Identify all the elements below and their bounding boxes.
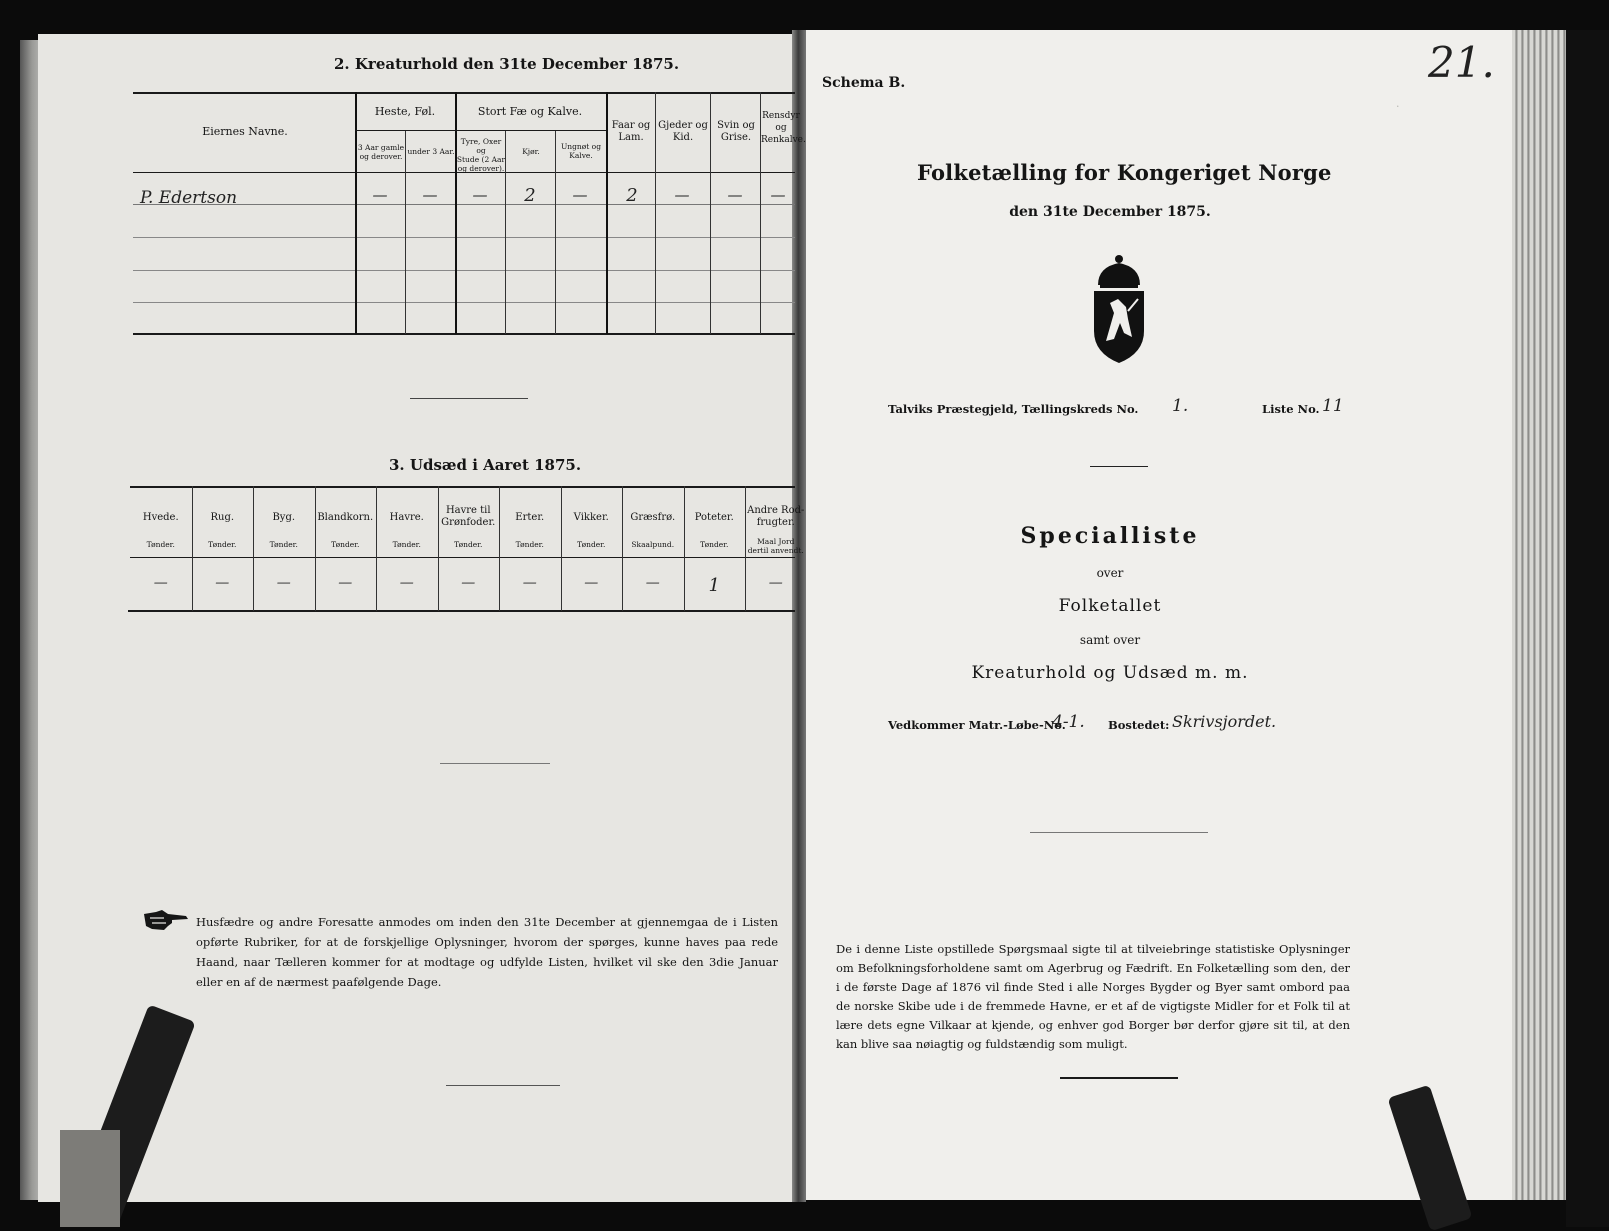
table3-col-divider [438, 486, 439, 611]
separator-rule [1030, 832, 1208, 833]
seed-col-unit: Tønder. [269, 540, 298, 549]
norway-lion-crest-icon [1088, 253, 1150, 365]
section3-title: 3. Udsæd i Aaret 1875. [389, 456, 582, 474]
seed-value-entry: — [399, 575, 414, 591]
col-horses-header: Heste, Føl. [374, 105, 436, 118]
census-explanation: De i denne Liste opstillede Spørgsmaal sigte til at tilveiebringe statistiske Oplysninger om Befolkningsforholdene samt om Agerbrug og Fædrift. En Folketælling som den, der i de første Dage af 1876 vil finde Sted i alle Norges Bygder og Byer samt ombord paa de norske Skibe ude i de fremmede Havne, er et af de vigtigste Midler for et Folk til at lære dets egne Vilkaar at kjende, og enhver god Borger bør derfor gjøre sit til, at den kan blive saa nøiagtig og fuldstændig som muligt. [836, 942, 1350, 1051]
scan-border [1566, 30, 1609, 1227]
bleed-through-text: · [1396, 100, 1400, 113]
seed-value-entry: — [215, 575, 230, 591]
table3-col-divider [499, 486, 500, 611]
right-page-edges [1512, 30, 1570, 1200]
seed-col-unit: Tønder. [392, 540, 421, 549]
seed-value-entry: — [276, 575, 291, 591]
district-number: 1. [1172, 396, 1189, 416]
sheep-entry: 2 [626, 185, 638, 206]
over-label: over [1096, 566, 1124, 580]
torn-page-corner [60, 1130, 120, 1227]
seed-value-entry: — [768, 575, 783, 591]
col-sheep-header: Faar og Lam. [611, 120, 651, 143]
col-cows-header: Kjør. [522, 147, 540, 156]
seed-col-unit: Tønder. [700, 540, 729, 549]
horses-old-entry: — [372, 186, 388, 204]
specialliste-heading: Specialliste [1020, 523, 1200, 549]
bosted-value: Skrivsjordet. [1172, 712, 1277, 731]
parish-label: Talviks Præstegjeld, Tællingskreds No. [888, 402, 1139, 416]
separator-rule [440, 763, 550, 764]
seed-col-header: Andre Rod- frugter. [747, 505, 805, 528]
table3-bottom-rule [128, 610, 795, 612]
list-label: Liste No. [1262, 402, 1320, 416]
matr-label: Vedkommer Matr.-Løbe-No. [888, 718, 1066, 732]
census-title: Folketælling for Kongeriget Norge [917, 160, 1332, 185]
table2-row-rule [133, 237, 795, 238]
seed-col-unit: Maal Jord dertil anvendt. [747, 537, 804, 555]
seed-col-unit: Tønder. [146, 540, 175, 549]
seed-col-unit: Tønder. [454, 540, 483, 549]
seed-col-header: Hvede. [142, 512, 179, 523]
pigs-entry: — [727, 186, 743, 204]
bosted-label: Bostedet: [1108, 718, 1170, 732]
table2-bottom-rule [133, 333, 795, 335]
col-horses-old-header: 3 Aar gamle og derover. [357, 143, 405, 161]
seed-col-header: Blandkorn. [317, 512, 374, 523]
cows-entry: 2 [524, 185, 536, 206]
seed-col-unit: Tønder. [331, 540, 360, 549]
col-reindeer-header: Rensdyr og Renkalve. [761, 111, 806, 145]
bulls-entry: — [472, 186, 488, 204]
table3-col-divider [684, 486, 685, 611]
seed-value-entry: — [153, 575, 168, 591]
seed-value-entry: — [584, 575, 599, 591]
samt-over-label: samt over [1079, 633, 1141, 647]
seed-col-header: Poteter. [694, 512, 734, 523]
pointing-hand-icon [142, 908, 190, 932]
seed-col-unit: Skaalpund. [631, 540, 675, 549]
seed-value-entry: — [461, 575, 476, 591]
seed-col-header: Byg. [272, 512, 296, 523]
table3-col-divider [376, 486, 377, 611]
table2-col-divider [555, 130, 556, 334]
table3-col-divider [745, 486, 746, 611]
table2-col-divider [455, 92, 457, 334]
col-cattle-header: Stort Fæ og Kalve. [477, 105, 583, 118]
schema-label: Schema B. [822, 75, 906, 91]
table2-subhead-rule [355, 130, 606, 131]
seed-value-entry: 1 [708, 575, 720, 596]
col-bulls-header: Tyre, Oxer og Stude (2 Aar og derover). [456, 137, 506, 173]
goats-entry: — [674, 186, 690, 204]
separator-rule [446, 1085, 560, 1086]
table3-col-divider [192, 486, 193, 611]
folketallet-label: Folketallet [1058, 596, 1162, 616]
census-date: den 31te December 1875. [1009, 204, 1211, 220]
book-gutter [792, 30, 806, 1202]
calves-entry: — [572, 186, 588, 204]
seed-col-unit: Tønder. [208, 540, 237, 549]
table3-col-divider [315, 486, 316, 611]
table3-top-rule [130, 486, 795, 488]
section2-title: 2. Kreaturhold den 31te December 1875. [334, 55, 680, 73]
horses-young-entry: — [422, 186, 438, 204]
instruction-notice: Husfædre og andre Foresatte anmodes om inden den 31te December at gjennemgaa de i Listen opførte Rubriker, for at de forskjellige Oplysninger, hvorom der spørges, kunne haves paa rede Haand, naar Tælleren kommer for at modtage og udfylde Listen, hvilket vil ske den 3die Januar eller en af de nærmest paafølgende Dage. [196, 915, 778, 989]
page-number: 21. [1428, 38, 1495, 87]
seed-value-entry: — [522, 575, 537, 591]
table2-row-rule [133, 270, 795, 271]
reindeer-entry: — [770, 186, 786, 204]
closing-rule [1060, 1077, 1178, 1079]
separator-rule [410, 398, 528, 399]
kreaturhold-label: Kreaturhold og Udsæd m. m. [971, 663, 1249, 683]
seed-col-header: Havre. [389, 512, 424, 523]
table3-col-divider [622, 486, 623, 611]
matr-number: 4-1. [1052, 712, 1085, 732]
table2-top-rule [133, 92, 795, 94]
table2-col-divider [355, 92, 357, 334]
seed-col-header: Havre til Grønfoder. [441, 505, 496, 528]
col-pigs-header: Svin og Grise. [717, 120, 755, 143]
seed-value-entry: — [338, 575, 353, 591]
separator-rule [1090, 466, 1148, 467]
seed-col-header: Græsfrø. [630, 512, 676, 523]
owner-name-entry: P. Edertson [140, 188, 238, 208]
col-goats-header: Gjeder og Kid. [658, 120, 708, 143]
col-horses-young-header: under 3 Aar. [407, 147, 455, 156]
table3-col-divider [561, 486, 562, 611]
seed-col-header: Rug. [210, 512, 235, 523]
seed-value-entry: — [645, 575, 660, 591]
seed-col-unit: Tønder. [577, 540, 606, 549]
seed-col-header: Vikker. [573, 512, 609, 523]
table3-col-divider [253, 486, 254, 611]
col-owner-header: Eiernes Navne. [202, 125, 288, 138]
table3-header-rule [130, 557, 795, 558]
seed-col-unit: Tønder. [515, 540, 544, 549]
list-number: 11 [1322, 396, 1344, 416]
seed-col-header: Erter. [515, 512, 545, 523]
col-calves-header: Ungnøt og Kalve. [560, 142, 601, 160]
table2-row-rule [133, 302, 795, 303]
